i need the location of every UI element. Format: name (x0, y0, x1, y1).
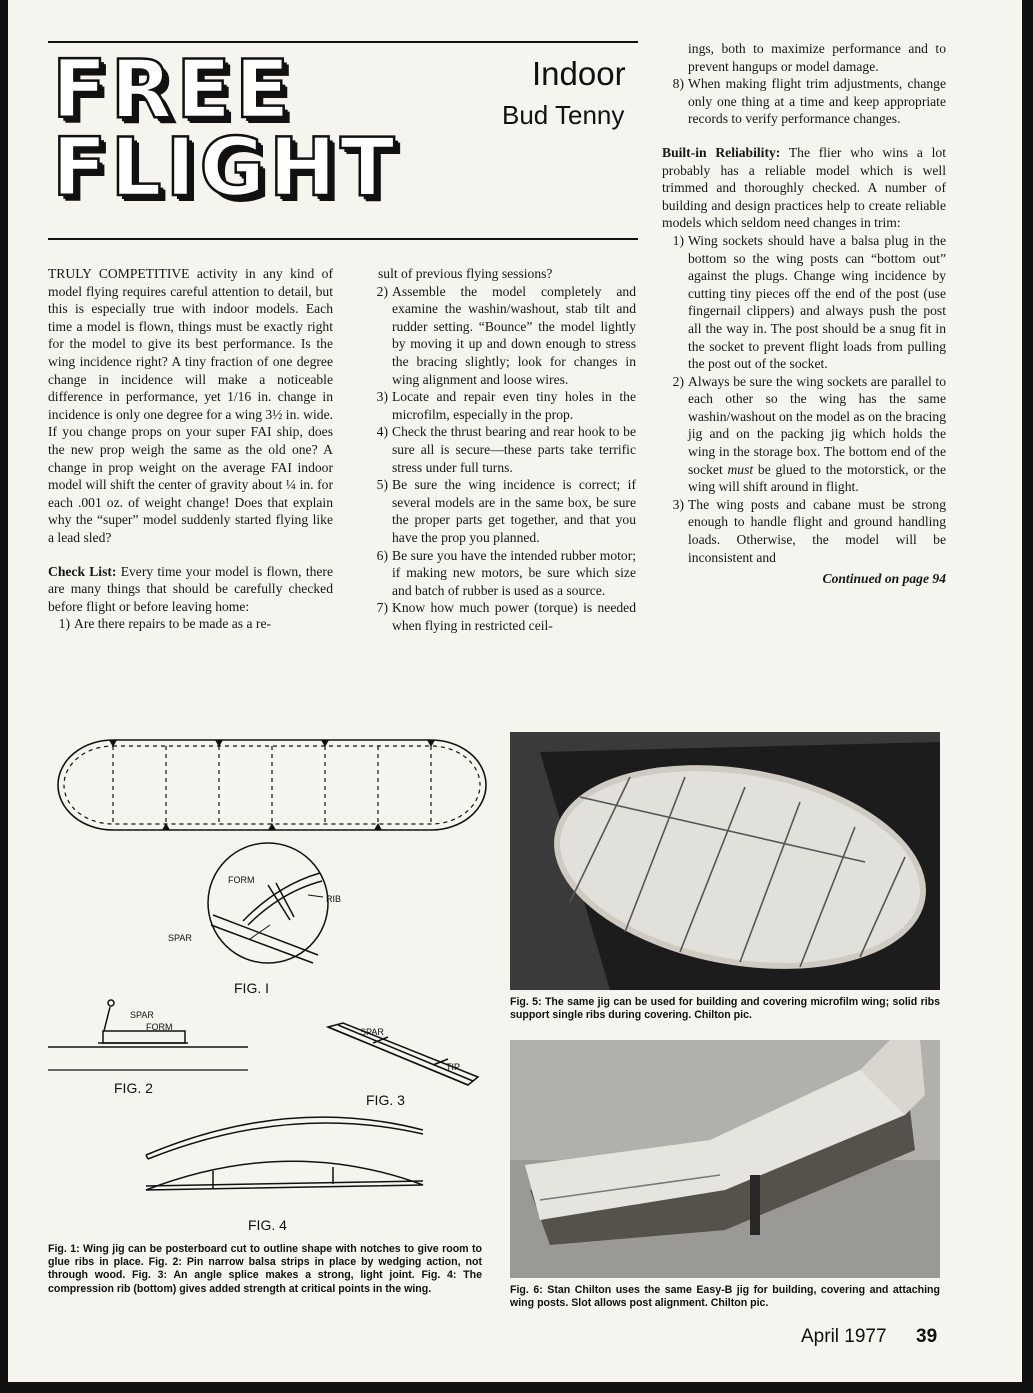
list-item: 3) Locate and repair even tiny holes in the microfilm, especially in the prop. (376, 389, 636, 422)
reliability-text: The flier who wins a lot probably has a reliable model which is well trimmed and thoroughly checked. A number of building and design practices help to create reliable models which seldom need changes in trim: (662, 144, 946, 231)
wing-diagrams (38, 725, 508, 1245)
list-item: 8) When making flight trim adjustments, change only one thing at a time and keep appropriate records to verify performance changes. (672, 76, 946, 127)
fig6-photo-image (510, 1040, 940, 1278)
check-list-heading: Check List: (48, 563, 117, 579)
list-item: 6) Be sure you have the intended rubber motor; if making new motors, be sure which size and batch of rubber is used as a source. (376, 547, 636, 598)
reliability-paragraph (662, 144, 946, 232)
masthead-free: FREE (52, 43, 294, 136)
list-item: 2) Assemble the model completely and examine the washin/washout, stab tilt and rudder setting. “Bounce” the model lightly by moving it up and down enough to stress the bracing slightly; look for changes in wing alignment and loose wires. (376, 283, 636, 387)
continued-text: sult of previous flying sessions? (378, 266, 553, 281)
issue-date: April 1977 (801, 1326, 887, 1347)
masthead-flight: FLIGHT (52, 121, 399, 214)
fig5-photo-image (510, 732, 940, 990)
fig2-form-label: FORM (146, 1022, 173, 1032)
list-item: 3) The wing posts and cabane must be strong enough to handle flight and ground handling loads. Otherwise, the model will be inconsistent and (672, 496, 946, 565)
column-3 (662, 40, 946, 588)
fig1-label: FIG. I (234, 980, 269, 996)
continued-on-link[interactable]: Continued on page 94 (822, 571, 946, 587)
fig3-spar-label: SPAR (360, 1027, 384, 1037)
check-list-paragraph (48, 563, 333, 616)
fig5-caption: Fig. 5: The same jig can be used for building and covering microfilm wing; solid ribs support single ribs during covering. Chilton pic. (510, 996, 940, 1022)
fig4-label: FIG. 4 (248, 1217, 287, 1233)
continued-block: ings, both to maximize performance and to prevent hangups or model damage. (688, 41, 946, 74)
intro-text: activity in any kind of model flying requires careful attention to detail, but this is especially true with indoor models. Each time a model is flown, things must be exactly right for the model to give its best performance. Is the wing incidence right? A tiny fraction of one degree change in incidence will make a noticeable difference in performance, yet 1/16 in. change in incidence is only one degree for a wing 3½ in. wide. If you change props on your super FAI ship, does the new prop weigh the same as the old one? A change in prop weight on the average FAI indoor model will shift the center of gravity about ¼ in. for each .001 oz. of weight change! Does that explain why the “super” model suddenly started flying like a lead sled? (48, 266, 334, 545)
fig3-tip-label: TIP (446, 1062, 461, 1072)
column-2 (366, 265, 636, 634)
reliability-heading: Built-in Reliability: (662, 144, 781, 160)
rib-label: RIB (326, 894, 342, 904)
page-number: 39 (916, 1326, 938, 1347)
section-title: Indoor (532, 55, 626, 92)
intro-paragraph (48, 265, 333, 547)
fig3-drawing (328, 1023, 478, 1085)
form-label: FORM (228, 875, 255, 885)
fig5-photo (510, 732, 940, 990)
spar-label: SPAR (168, 933, 192, 943)
list-item: 5) Be sure the wing incidence is correct; if several models are in the same box, be sure the proper parts get together, and that you have the prop you planned. (376, 477, 636, 545)
fig6-photo (510, 1040, 940, 1278)
list-item: 1) Wing sockets should have a balsa plug in the bottom so the wing posts can “bottom out” against the plugs. Change wing incidence by cutting tiny pieces off the end of the post (use fingernail clippers) and always push the post all the way in. The post should be a snug fit in the socket to prevent flight loads from pulling the post out of the socket. (672, 232, 946, 372)
magazine-page (8, 0, 1022, 1382)
fig4-ribs (146, 1117, 423, 1190)
check-list-text: Every time your model is flown, there are many things that should be carefully checked before flight or before leaving home: (48, 563, 333, 614)
column-1 (48, 265, 333, 633)
fig6-caption: Fig. 6: Stan Chilton uses the same Easy-B jig for building, covering and attaching wing posts. Slot allows post alignment. Chilton pic. (510, 1284, 940, 1310)
list-item: 1) Are there repairs to be made as a re- (58, 616, 272, 632)
figures-caption: Fig. 1: Wing jig can be posterboard cut to outline shape with notches to give room to glue ribs in place. Fig. 2: Pin narrow balsa strips in place by wedging action, not through wood. Fig. 3: An angle splice makes a strong, light joint. Fig. 4: The compression rib (bottom) gives added strength at critical points in the wing. (48, 1243, 482, 1295)
fig1-wing-outline (58, 740, 486, 830)
bottom-rule (48, 238, 638, 240)
list-item: 7) Know how much power (torque) is needed when flying in restricted ceil- (376, 600, 636, 633)
author-byline: Bud Tenny (502, 100, 625, 130)
list-item: 2) Always be sure the wing sockets are parallel to each other so the wing has the same washin/washout on the model as on the bracing jig and on the packing jig which holds the wing in the storage box. The bottom end of the socket must be glued to the motorstick, or the wing will shift around in flight. (672, 373, 946, 495)
fig2-spar-label: SPAR (130, 1010, 154, 1020)
intro-lead: TRULY COMPETITIVE (48, 266, 190, 281)
fig1-detail (208, 843, 328, 963)
fig2-label: FIG. 2 (114, 1080, 153, 1096)
fig3-label: FIG. 3 (366, 1092, 405, 1108)
list-item: 4) Check the thrust bearing and rear hook to be sure all is secure—these parts take terrific stress under full turns. (376, 424, 636, 475)
